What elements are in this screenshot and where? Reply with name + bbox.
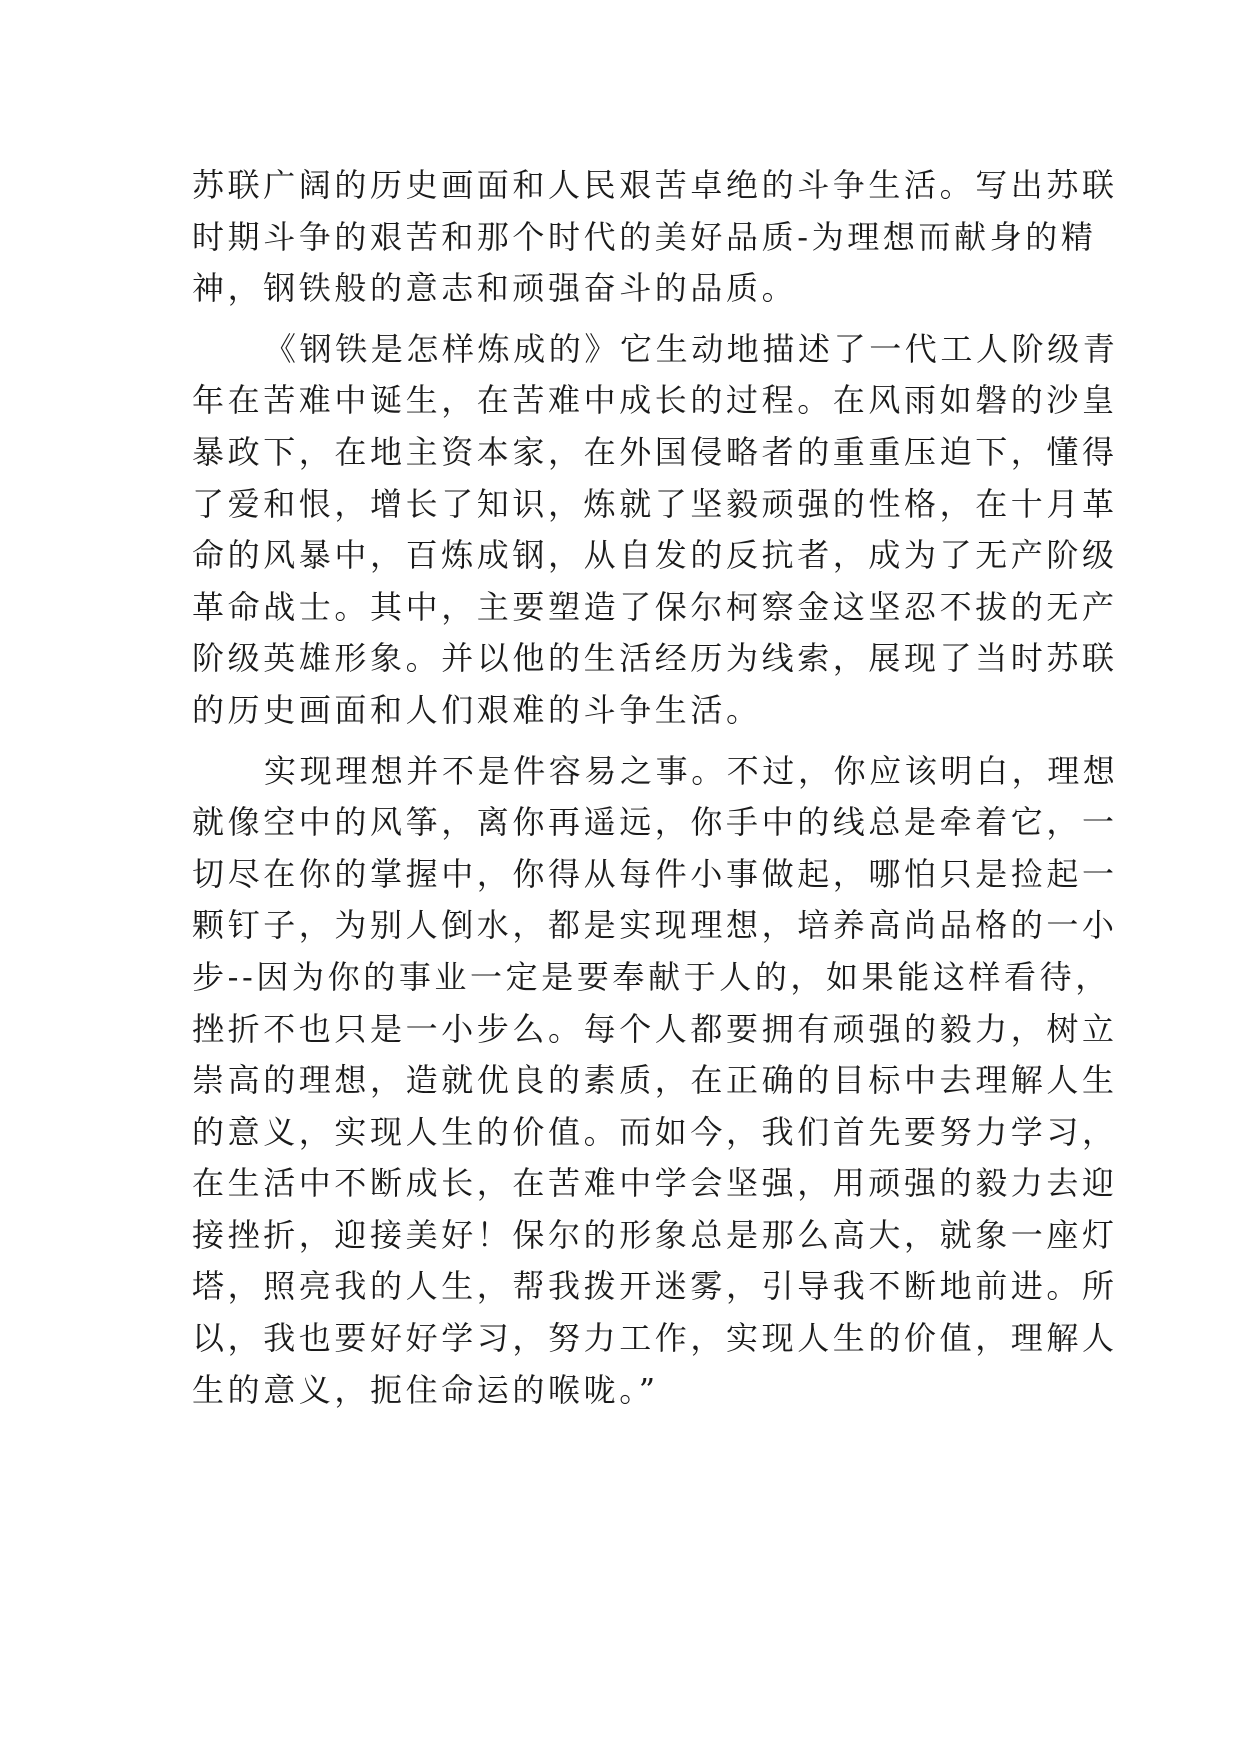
text-line: 生的意义，扼住命运的喉咙。” xyxy=(192,1370,659,1409)
text-line: 以，我也要好好学习，努力工作，实现人生的价值，理解人 xyxy=(192,1319,1118,1358)
text-line: 苏联广阔的历史画面和人民艰苦卓绝的斗争生活。写出苏联 xyxy=(192,166,1118,204)
text-line: 的历史画面和人们艰难的斗争生活。 xyxy=(192,690,762,729)
text-line: 暴政下，在地主资本家，在外国侵略者的重重压迫下，懂得 xyxy=(192,432,1118,471)
text-line: 塔，照亮我的人生，帮我拨开迷雾，引导我不断地前进。所 xyxy=(192,1267,1118,1306)
text-line: 在生活中不断成长，在苦难中学会坚强，用顽强的毅力去迎 xyxy=(192,1164,1118,1203)
text-line: 崇高的理想，造就优良的素质，在正确的目标中去理解人生 xyxy=(192,1061,1118,1100)
text-line: 的意义，实现人生的价值。而如今，我们首先要努力学习， xyxy=(192,1112,1118,1151)
text-line: 命的风暴中，百炼成钢，从自发的反抗者，成为了无产阶级 xyxy=(192,536,1118,575)
text-line: 神，钢铁般的意志和顽强奋斗的品质。 xyxy=(192,269,798,308)
text-line: 实现理想并不是件容易之事。不过，你应该明白，理想 xyxy=(264,751,1119,790)
text-line: 颗钉子，为别人倒水，都是实现理想，培养高尚品格的一小 xyxy=(192,906,1118,945)
paragraph-3 xyxy=(192,746,1119,1417)
text-line: 切尽在你的掌握中，你得从每件小事做起，哪怕只是捡起一 xyxy=(192,854,1118,893)
text-line: 挫折不也只是一小步么。每个人都要拥有顽强的毅力，树立 xyxy=(192,1009,1118,1048)
text-line: 革命战士。其中，主要塑造了保尔柯察金这坚忍不拔的无产 xyxy=(192,587,1118,626)
text-line: 就像空中的风筝，离你再遥远，你手中的线总是牵着它，一 xyxy=(192,803,1118,842)
text-line: 年在苦难中诞生，在苦难中成长的过程。在风雨如磐的沙皇 xyxy=(192,381,1118,420)
text-line: 《钢铁是怎样炼成的》它生动地描述了一代工人阶级青 xyxy=(264,329,1119,368)
document-body xyxy=(192,160,1119,1416)
paragraph-2 xyxy=(192,324,1119,737)
paragraph-1 xyxy=(192,160,1118,315)
text-line: 步--因为你的事业一定是要奉献于人的，如果能这样看待， xyxy=(192,957,1111,996)
text-line: 了爱和恨，增长了知识，炼就了坚毅顽强的性格，在十月革 xyxy=(192,484,1118,523)
text-line: 接挫折，迎接美好！保尔的形象总是那么高大，就象一座灯 xyxy=(192,1215,1118,1254)
text-line: 阶级英雄形象。并以他的生活经历为线索，展现了当时苏联 xyxy=(192,639,1118,678)
text-line: 时期斗争的艰苦和那个时代的美好品质-为理想而献身的精 xyxy=(192,217,1097,256)
